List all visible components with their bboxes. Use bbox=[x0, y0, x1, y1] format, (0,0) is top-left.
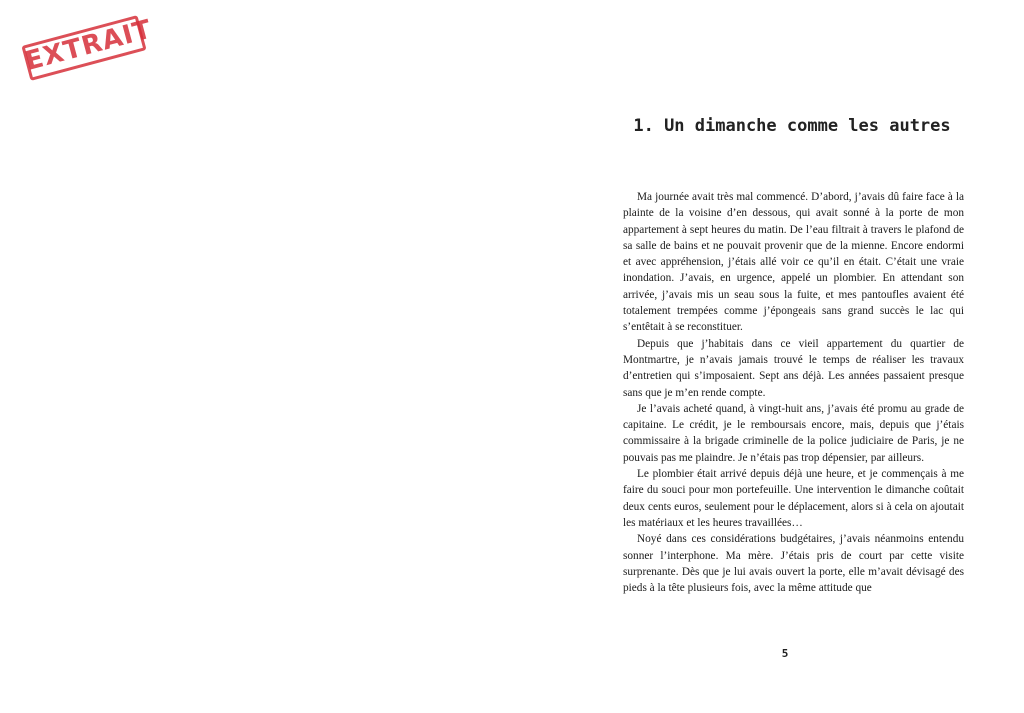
right-page bbox=[512, 0, 1024, 713]
extrait-stamp bbox=[21, 14, 156, 81]
page-number: 5 bbox=[781, 647, 789, 660]
paragraph: Je l’avais acheté quand, à vingt-huit ans, j’avais été promu au grade de capitaine. Le crédit, je le remboursais encore, mais, depuis que j’étais commissaire à la brigade criminelle de la police judiciaire de Paris, je ne pouvais pas me plaindre. Je n’étais pas trop dépensier, par ailleurs. bbox=[623, 402, 964, 464]
paragraph: Le plombier était arrivé depuis déjà une heure, et je commençais à me faire du souci pour mon portefeuille. Une intervention le dimanche coûtait deux cents euros, seulement pour le déplacement, alors si à cela on ajoutait les matériaux et les heures travaillées… bbox=[623, 468, 964, 529]
paragraph: Depuis que j’habitais dans ce vieil appartement du quartier de Montmartre, je n’avais jamais trouvé le temps de réaliser les travaux d’entretien qui s’imposaient. Sept ans déjà. Les années passaient presque sans que je m’en rende compte. bbox=[623, 337, 964, 399]
stamp-label: EXTRAIT bbox=[21, 14, 156, 78]
chapter-title: 1. Un dimanche comme les autres bbox=[633, 116, 951, 136]
paragraph: Noyé dans ces considérations budgétaires, j’avais néanmoins entendu sonner l’interphone. Ma mère. J’étais pris de court par cette visite surprenante. Dès que je lui avais ouvert la porte, elle m’avait dévisagé des pieds à la tête plusieurs fois, avec la même attitude que bbox=[623, 533, 964, 595]
chapter-body bbox=[623, 189, 964, 596]
paragraph: Ma journée avait très mal commencé. D’abord, j’avais dû faire face à la plainte de la voisine d’en dessous, qui avait sonné à la porte de mon appartement à sept heures du matin. De l’eau filtrait à travers le plafond de sa salle de bains et ne pouvait provenir que de la mienne. Encore endormi et avec appréhension, j’étais allé voir ce qu’il en était. C’était une vraie inondation. J’avais, en urgence, appelé un plombier. En attendant son arrivée, j’avais mis un seau sous la fuite, et mes pantoufles avaient été totalement trempées comme j’épongeais sans grand succès le lac qui s’entêtait à se reconstituer. bbox=[623, 191, 964, 334]
